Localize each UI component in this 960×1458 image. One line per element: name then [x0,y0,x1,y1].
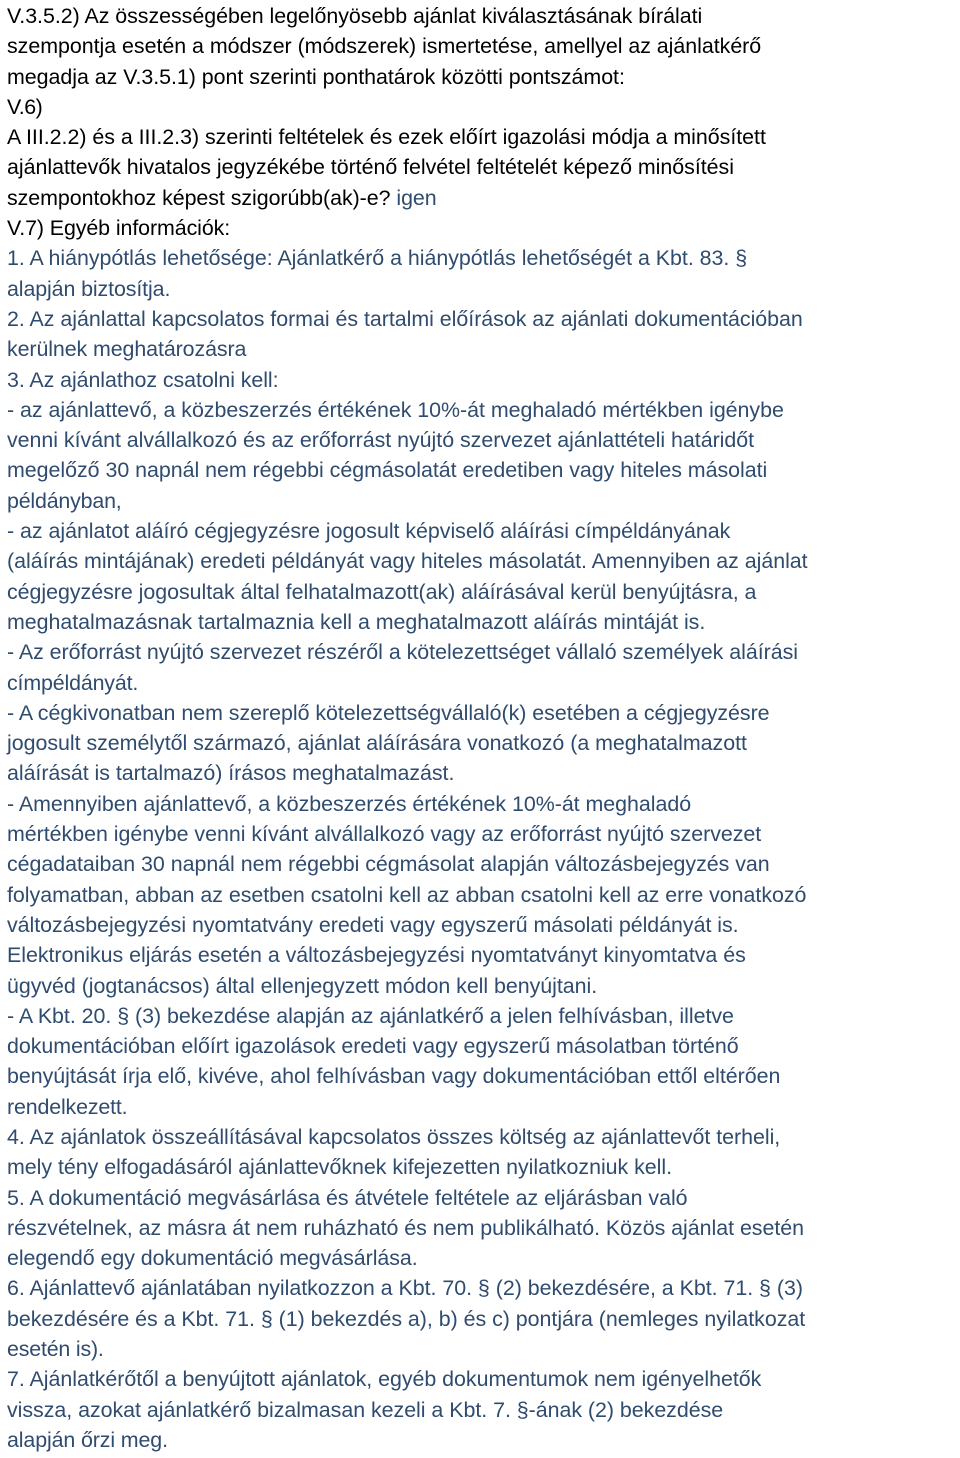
body-text: - A cégkivonatban nem szereplő kötelezettségvállaló(k) esetében a cégjegyzésre [7,700,770,725]
body-text: elegendő egy dokumentáció megvásárlása. [7,1246,418,1271]
text-line [7,1061,959,1091]
body-text: változásbejegyzési nyomtatvány eredeti vagy egyszerű másolati példányát is. [7,912,739,937]
text-line [7,849,959,879]
text-line [7,152,959,182]
text-line [7,1364,959,1394]
text-line [7,819,959,849]
text-line [7,213,959,243]
heading-text: szempontja esetén a módszer (módszerek) ismertetése, amellyel az ajánlatkérő [7,34,762,59]
text-line [7,1183,959,1213]
text-line [7,1122,959,1152]
body-text: - Amennyiben ajánlattevő, a közbeszerzés értékének 10%-át meghaladó [7,791,692,816]
text-line [7,1243,959,1273]
body-text: - az ajánlattevő, a közbeszerzés értékének 10%-át meghaladó mértékben igénybe [7,397,784,422]
body-text: részvételnek, az másra át nem ruházható és nem publikálható. Közös ajánlat esetén [7,1215,805,1240]
body-text: esetén is). [7,1337,104,1362]
body-text: ügyvéd (jogtanácsos) által ellenjegyzett módon kell benyújtani. [7,973,598,998]
body-text: alapján őrzi meg. [7,1427,168,1452]
text-line [7,637,959,667]
text-line [7,274,959,304]
body-text: igen [396,185,437,210]
body-text: - A Kbt. 20. § (3) bekezdése alapján az ajánlatkérő a jelen felhívásban, illetve [7,1003,734,1028]
body-text: 7. Ajánlatkérőtől a benyújtott ajánlatok, egyéb dokumentumok nem igényelhetők [7,1367,762,1392]
body-text: 6. Ajánlattevő ajánlatában nyilatkozzon a Kbt. 70. § (2) bekezdésére, a Kbt. 71. § (3) [7,1276,803,1301]
text-line [7,1304,959,1334]
text-line [7,122,959,152]
text-line [7,1001,959,1031]
text-line [7,62,959,92]
text-line [7,728,959,758]
text-line [7,304,959,334]
body-text: venni kívánt alvállalkozó és az erőforrást nyújtó szervezet ajánlattételi határidőt [7,428,755,453]
body-text: 4. Az ajánlatok összeállításával kapcsolatos összes költség az ajánlattevőt terheli, [7,1124,781,1149]
text-line [7,1395,959,1425]
text-line [7,1273,959,1303]
text-line [7,516,959,546]
heading-text: szempontokhoz képest szigorúbb(ak)-e? [7,185,397,210]
text-line [7,334,959,364]
text-line [7,455,959,485]
text-line [7,577,959,607]
body-text: bekezdésére és a Kbt. 71. § (1) bekezdés a), b) és c) pontjára (nemleges nyilatkozat [7,1306,806,1331]
body-text: Elektronikus eljárás esetén a változásbejegyzési nyomtatványt kinyomtatva és [7,943,746,968]
text-line [7,910,959,940]
body-text: (aláírás mintájának) eredeti példányát vagy hiteles másolatát. Amennyiben az ajánlat [7,549,808,574]
text-line [7,486,959,516]
body-text: dokumentációban előírt igazolások eredeti vagy egyszerű másolatban történő [7,1034,739,1059]
text-line [7,1213,959,1243]
text-line [7,1,959,31]
heading-text: V.7) Egyéb információk: [7,216,231,241]
document-body [7,1,959,1455]
body-text: - Az erőforrást nyújtó szervezet részéről a kötelezettséget vállaló személyek aláírási [7,640,799,665]
heading-text: A III.2.2) és a III.2.3) szerinti feltételek és ezek előírt igazolási módja a minősített [7,125,766,150]
text-line [7,668,959,698]
text-line [7,758,959,788]
heading-text: megadja az V.3.5.1) pont szerinti ponthatárok közötti pontszámot: [7,64,625,89]
text-line [7,971,959,1001]
body-text: mértékben igénybe venni kívánt alvállalkozó vagy az erőforrást nyújtó szervezet [7,822,762,847]
body-text: 1. A hiánypótlás lehetősége: Ajánlatkérő a hiánypótlás lehetőségét a Kbt. 83. § [7,246,748,271]
body-text: mely tény elfogadásáról ajánlattevőknek kifejezetten nyilatkozniuk kell. [7,1155,673,1180]
text-line [7,1092,959,1122]
text-line [7,1334,959,1364]
body-text: - az ajánlatot aláíró cégjegyzésre jogosult képviselő aláírási címpéldányának [7,519,731,544]
body-text: alapján biztosítja. [7,276,171,301]
body-text: 3. Az ajánlathoz csatolni kell: [7,367,279,392]
heading-text: V.6) [7,94,43,119]
text-line [7,1425,959,1455]
body-text: címpéldányát. [7,670,139,695]
body-text: kerülnek meghatározásra [7,337,247,362]
text-line [7,940,959,970]
text-line [7,425,959,455]
text-line [7,92,959,122]
body-text: jogosult személytől származó, ajánlat aláírására vonatkozó (a meghatalmazott [7,731,747,756]
text-line [7,365,959,395]
text-line [7,1031,959,1061]
body-text: benyújtását írja elő, kivéve, ahol felhívásban vagy dokumentációban ettől eltérően [7,1064,781,1089]
body-text: megelőző 30 napnál nem régebbi cégmásolatát eredetiben vagy hiteles másolati [7,458,768,483]
text-line [7,31,959,61]
body-text: cégjegyzésre jogosultak által felhatalmazott(ak) aláírásával kerül benyújtásra, a [7,579,757,604]
body-text: folyamatban, abban az esetben csatolni kell az abban csatolni kell az erre vonatkozó [7,882,807,907]
heading-text: V.3.5.2) Az összességében legelőnyösebb ajánlat kiválasztásának bírálati [7,4,703,28]
text-line [7,395,959,425]
body-text: meghatalmazásnak tartalmaznia kell a meghatalmazott aláírás mintáját is. [7,609,706,634]
body-text: vissza, azokat ajánlatkérő bizalmasan kezeli a Kbt. 7. §-ának (2) bekezdése [7,1397,724,1422]
text-line [7,880,959,910]
text-line [7,546,959,576]
text-line [7,243,959,273]
body-text: 5. A dokumentáció megvásárlása és átvétele feltétele az eljárásban való [7,1185,688,1210]
heading-text: ajánlattevők hivatalos jegyzékébe történő felvétel feltételét képező minősítési [7,155,734,180]
body-text: 2. Az ajánlattal kapcsolatos formai és tartalmi előírások az ajánlati dokumentációban [7,306,803,331]
text-line [7,789,959,819]
body-text: aláírását is tartalmazó) írásos meghatalmazást. [7,761,455,786]
body-text: példányban, [7,488,122,513]
text-line [7,1152,959,1182]
body-text: cégadataiban 30 napnál nem régebbi cégmásolat alapján változásbejegyzés van [7,852,770,877]
body-text: rendelkezett. [7,1094,128,1119]
text-line [7,698,959,728]
text-line [7,183,959,213]
text-line [7,607,959,637]
